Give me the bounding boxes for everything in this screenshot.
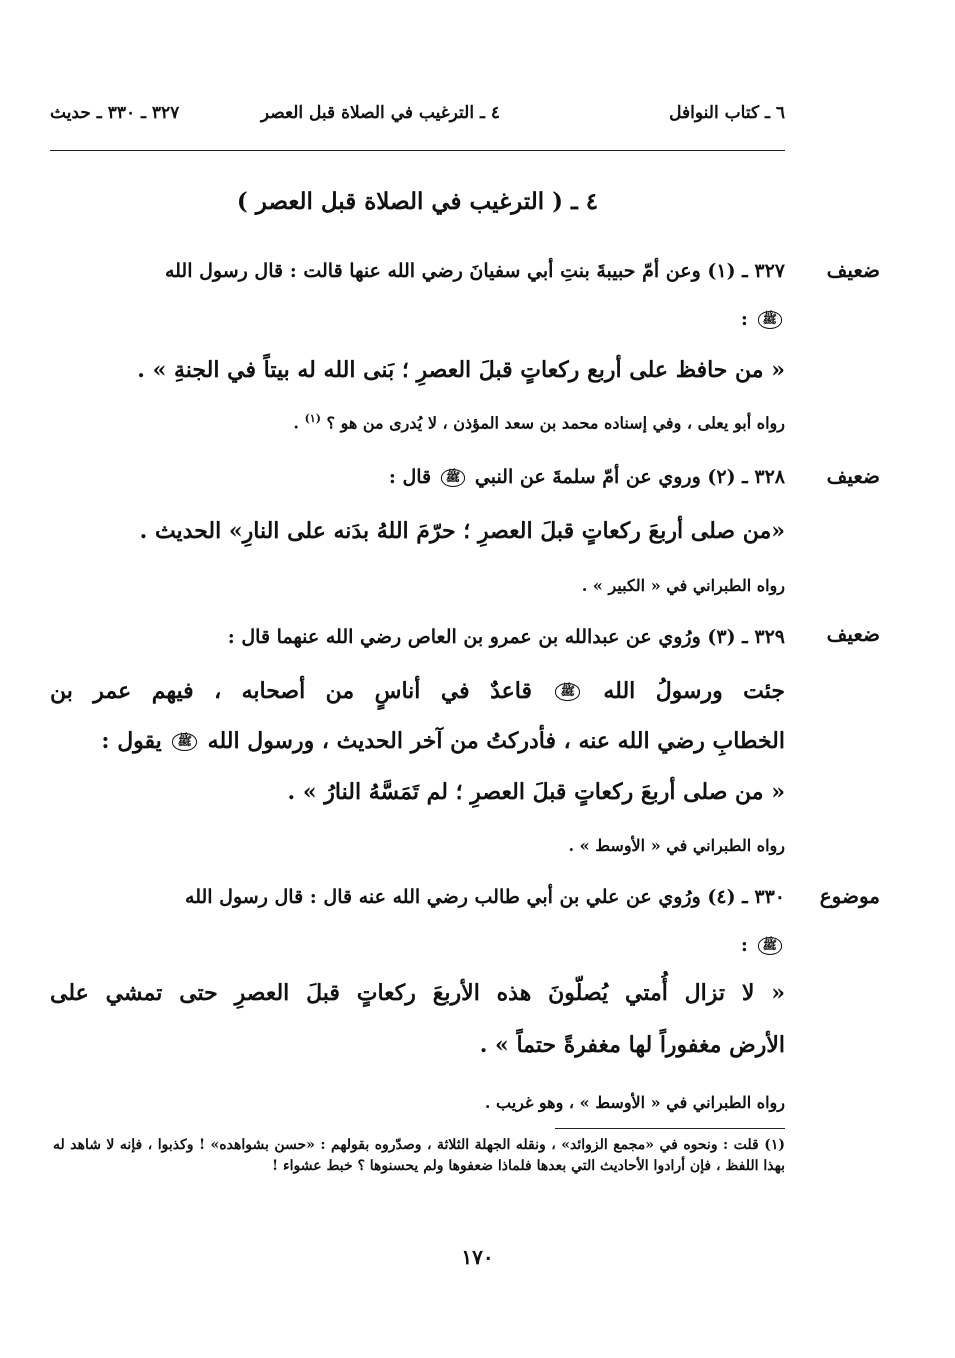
hadith-327-source-text: رواه أبو يعلى ، وفي إسناده محمد بن سعد المؤذن ، لا يُدرى من هو ؟ <box>326 413 785 433</box>
hadith-328-intro <box>55 466 785 488</box>
salawat-icon: ﷺ <box>758 937 783 954</box>
hadith-327-colon: : <box>740 308 748 330</box>
footnote: (١) قلت : ونحوه في «مجمع الزوائد» ، ونقله الجهلة الثلاثة ، وصدّروه بقولهم : «حسن بشواهده» ! وكذبوا ، فإنه لا شاهد له بهذا اللفظ ، فإن أرادوا الأحاديث التي بعدها فلماذا ضعفوها ولم يحسنوها ؟ خبط عشواء ! <box>53 1137 785 1174</box>
hadith-330-colon: : <box>740 934 748 956</box>
header-hadith-range: ٣٢٧ ـ ٣٣٠ ـ حديث <box>50 103 180 123</box>
salawat-icon: ﷺ <box>441 469 466 486</box>
hadith-328-grade: ضعيف <box>826 464 880 488</box>
page-number: ١٧٠ <box>461 1245 494 1269</box>
hadith-330-matn-line1: « لا تزال أُمتي يُصلّونَ هذه الأربعَ ركعاتٍ قبلَ العصرِ حتى تمشي على <box>50 980 785 1006</box>
hadith-329-matn-2b: يقول : <box>101 728 162 754</box>
header-book-title: ٦ ـ كتاب النوافل <box>669 103 785 123</box>
header-chapter-title: ٤ ـ الترغيب في الصلاة قبل العصر <box>260 103 500 123</box>
header-divider <box>50 150 785 151</box>
hadith-329-matn-1b: قاعدٌ في أناسٍ من أصحابه ، فيهم عمر بن <box>50 678 532 704</box>
footnote-divider <box>555 1128 785 1129</box>
hadith-330-source: رواه الطبراني في « الأوسط » ، وهو غريب . <box>484 1093 785 1112</box>
salawat-icon: ﷺ <box>172 733 197 750</box>
hadith-327-source <box>55 412 785 432</box>
salawat-icon: ﷺ <box>758 311 783 328</box>
hadith-329-matn-line2 <box>50 728 785 754</box>
hadith-327-intro-line2 <box>55 308 785 330</box>
hadith-329-matn-line1 <box>50 678 785 704</box>
hadith-327-intro: ٣٢٧ ـ (١) وعن أمّ حبيبةَ بنتِ أبي سفيانَ رضي الله عنها قالت : قال رسول الله <box>164 260 785 282</box>
hadith-329-matn-1a: جئت ورسولُ الله <box>603 678 785 704</box>
hadith-328-matn: «من صلى أربعَ ركعاتٍ قبلَ العصرِ ؛ حرّمَ اللهُ بدَنه على النارِ» الحديث . <box>139 518 785 544</box>
hadith-329-source: رواه الطبراني في « الأوسط » . <box>568 836 785 855</box>
hadith-330-intro-line2 <box>55 934 785 956</box>
hadith-329-intro: ٣٢٩ ـ (٣) ورُوي عن عبدالله بن عمرو بن العاص رضي الله عنهما قال : <box>227 626 785 648</box>
hadith-330-matn-line2: الأرض مغفوراً لها مغفرةً حتماً » . <box>479 1032 785 1058</box>
hadith-328-source: رواه الطبراني في « الكبير » . <box>581 576 785 595</box>
hadith-330-grade: موضوع <box>819 884 880 908</box>
hadith-329-matn-2a: الخطابِ رضي الله عنه ، فأدركتُ من آخر الحديث ، ورسول الله <box>207 728 785 754</box>
hadith-327-grade: ضعيف <box>826 258 880 282</box>
salawat-icon: ﷺ <box>555 683 580 700</box>
hadith-330-intro: ٣٣٠ ـ (٤) ورُوي عن علي بن أبي طالب رضي الله عنه قال : قال رسول الله <box>185 886 785 908</box>
hadith-329-matn-line3: « من صلى أربعَ ركعاتٍ قبلَ العصرِ ؛ لم تَمَسَّهُ النارُ » . <box>287 779 785 805</box>
running-header <box>50 103 785 133</box>
hadith-329-grade: ضعيف <box>826 622 880 646</box>
footnote-marker: (١) <box>304 412 321 425</box>
hadith-328-intro-said: قال : <box>388 466 432 488</box>
hadith-327-source-end: . <box>293 413 299 433</box>
hadith-327-matn: « من حافظ على أربع ركعاتٍ قبلَ العصرِ ؛ بَنى الله له بيتاً في الجنةِ » . <box>137 357 785 383</box>
chapter-heading: ٤ ـ ( الترغيب في الصلاة قبل العصر ) <box>236 188 599 215</box>
hadith-328-intro-text: ٣٢٨ ـ (٢) وروي عن أمّ سلمةَ عن النبي <box>474 466 785 488</box>
